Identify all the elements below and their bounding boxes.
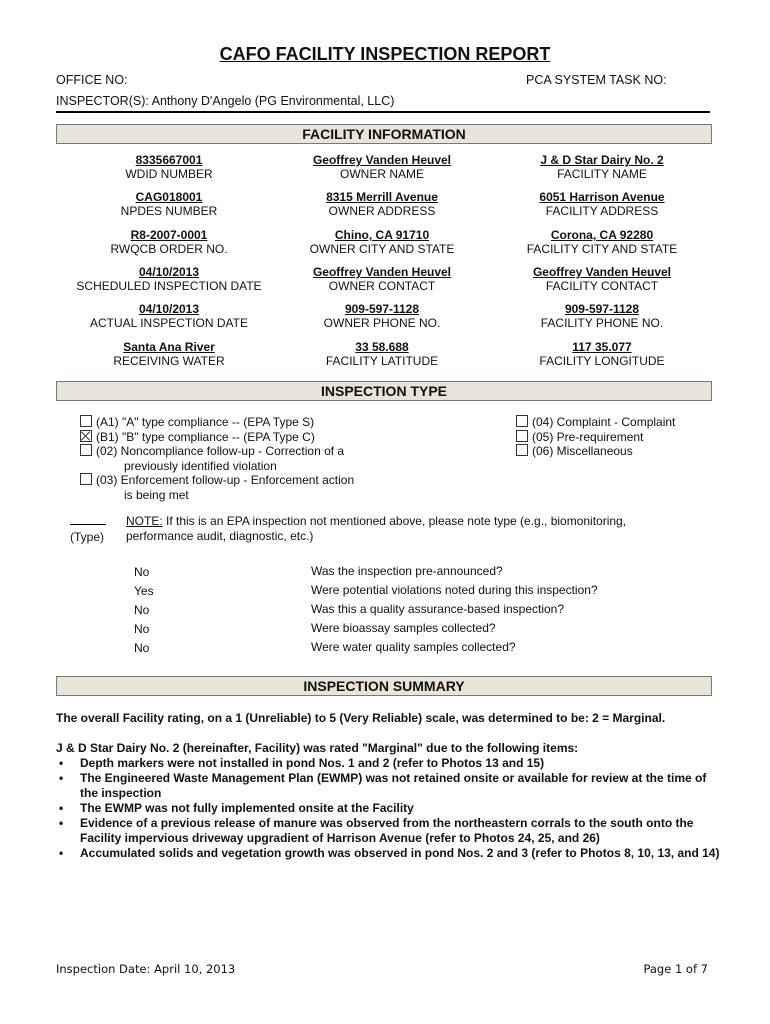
facility-field-label: OWNER CONTACT — [328, 279, 436, 293]
facility-field-label: FACILITY LONGITUDE — [539, 354, 665, 368]
facility-field — [272, 302, 492, 330]
facility-field-label: RWQCB ORDER NO. — [110, 242, 228, 256]
question-row — [134, 584, 694, 603]
inspection-type-option — [80, 444, 500, 459]
inspection-type-header: INSPECTION TYPE — [56, 381, 712, 401]
option-label-continued: is being met — [124, 487, 189, 502]
facility-field-value: 909-597-1128 — [344, 302, 420, 316]
facility-field-value: CAG018001 — [135, 190, 203, 204]
facility-information-header: FACILITY INFORMATION — [56, 124, 712, 144]
option-label: (A1) "A" type compliance -- (EPA Type S) — [96, 415, 315, 429]
facility-field — [59, 190, 279, 218]
summary-bullet-item: • Evidence of a previous release of manure was observed from the northeastern corrals to the south onto the Facility impervious driveway upgradient of Harrison Avenue (refer to Photos 24, 25, and 26) — [56, 816, 726, 846]
type-label: (Type) — [70, 530, 105, 544]
facility-field — [59, 265, 279, 293]
inspection-type-left-options — [80, 415, 500, 502]
facility-field-label: ACTUAL INSPECTION DATE — [89, 316, 249, 330]
overall-rating: The overall Facility rating, on a 1 (Unreliable) to 5 (Very Reliable) scale, was determined to be: 2 = Marginal. — [56, 711, 666, 725]
inspection-note — [126, 514, 686, 543]
facility-field-value: Geoffrey Vanden Heuvel — [312, 153, 452, 167]
checkbox[interactable] — [516, 415, 528, 427]
facility-field — [492, 302, 712, 330]
facility-field-value: Santa Ana River — [123, 340, 215, 354]
facility-field-value: Geoffrey Vanden Heuvel — [312, 265, 452, 279]
question-answer: Yes — [134, 584, 154, 598]
facility-field-value: 8315 Merrill Avenue — [326, 190, 438, 204]
question-answer: No — [134, 603, 150, 617]
summary-body — [56, 711, 726, 861]
checkbox[interactable] — [80, 415, 92, 427]
facility-field — [492, 190, 712, 218]
inspection-type-option — [80, 473, 500, 488]
note-line-1: If this is an EPA inspection not mentioned above, please note type (e.g., biomonitoring, — [162, 514, 627, 528]
inspectors-line: INSPECTOR(S): Anthony D'Angelo (PG Environmental, LLC) — [56, 94, 395, 108]
option-label: (06) Miscellaneous — [532, 444, 633, 458]
inspection-questions — [134, 565, 694, 660]
facility-field — [59, 228, 279, 256]
rating-intro: J & D Star Dairy No. 2 (hereinafter, Facility) was rated "Marginal" due to the following items: — [56, 741, 579, 755]
summary-bullet-item: • Depth markers were not installed in pond Nos. 1 and 2 (refer to Photos 13 and 15) — [56, 756, 726, 771]
question-row — [134, 565, 694, 584]
facility-field-label: FACILITY PHONE NO. — [540, 316, 664, 330]
facility-field — [59, 153, 279, 181]
facility-field — [272, 190, 492, 218]
facility-field-value: Chino, CA 91710 — [334, 228, 430, 242]
facility-field-value: Corona, CA 92280 — [550, 228, 654, 242]
office-no-label: OFFICE NO: — [56, 73, 128, 87]
note-line-2: performance audit, diagnostic, etc.) — [126, 528, 314, 543]
facility-field — [492, 340, 712, 368]
question-text: Were bioassay samples collected? — [311, 621, 496, 635]
facility-field — [492, 265, 712, 293]
footer-inspection-date: Inspection Date: April 10, 2013 — [56, 962, 236, 976]
facility-field-label: RECEIVING WATER — [113, 354, 225, 368]
inspection-type-option — [516, 415, 716, 430]
summary-bullet-item: • Accumulated solids and vegetation growth was observed in pond Nos. 2 and 3 (refer to Photos 8, 10, 13, and 14) — [56, 846, 726, 861]
facility-field-value: 04/10/2013 — [138, 265, 200, 279]
facility-field-value: 909-597-1128 — [564, 302, 640, 316]
facility-field-value: R8-2007-0001 — [130, 228, 208, 242]
option-label-continued: previously identified violation — [124, 458, 277, 473]
summary-items — [56, 756, 726, 861]
facility-field-label: OWNER CITY AND STATE — [309, 242, 455, 256]
inspection-type-option — [516, 430, 716, 445]
facility-field-value: 6051 Harrison Avenue — [539, 190, 665, 204]
type-blank-line — [70, 524, 106, 525]
facility-field-value: 117 35.077 — [572, 340, 632, 354]
facility-field — [59, 302, 279, 330]
question-text: Were potential violations noted during this inspection? — [311, 583, 598, 597]
report-title: CAFO FACILITY INSPECTION REPORT — [219, 44, 551, 64]
question-row — [134, 641, 694, 660]
option-label: (03) Enforcement follow-up - Enforcement action — [96, 473, 355, 487]
facility-field-label: FACILITY CONTACT — [545, 279, 659, 293]
facility-field-value: Geoffrey Vanden Heuvel — [532, 265, 672, 279]
facility-field — [272, 265, 492, 293]
note-prefix: NOTE: — [126, 514, 163, 528]
facility-field-label: OWNER NAME — [340, 167, 424, 181]
inspection-type-right-options — [516, 415, 716, 459]
facility-field-label: FACILITY NAME — [557, 167, 647, 181]
pca-task-no-label: PCA SYSTEM TASK NO: — [526, 73, 667, 87]
question-text: Was this a quality assurance-based inspection? — [311, 602, 565, 616]
facility-field-label: FACILITY CITY AND STATE — [526, 242, 678, 256]
option-label: (02) Noncompliance follow-up - Correction of a — [96, 444, 345, 458]
facility-field-value: 04/10/2013 — [138, 302, 200, 316]
facility-field — [272, 340, 492, 368]
checkbox[interactable] — [516, 444, 528, 456]
checked-checkbox[interactable] — [80, 430, 92, 442]
question-answer: No — [134, 641, 150, 655]
inspection-type-option — [80, 430, 500, 445]
question-text: Were water quality samples collected? — [311, 640, 516, 654]
summary-bullet-item: • The EWMP was not fully implemented onsite at the Facility — [56, 801, 726, 816]
facility-field-label: SCHEDULED INSPECTION DATE — [76, 279, 262, 293]
inspection-type-option — [516, 444, 716, 459]
option-label: (B1) "B" type compliance -- (EPA Type C) — [96, 429, 315, 444]
facility-field-value: 8335667001 — [135, 153, 203, 167]
facility-field-label: FACILITY ADDRESS — [545, 204, 659, 218]
checkbox[interactable] — [80, 444, 92, 456]
facility-field — [272, 153, 492, 181]
question-row — [134, 603, 694, 622]
facility-field — [272, 228, 492, 256]
facility-field-label: NPDES NUMBER — [120, 204, 218, 218]
facility-field — [492, 153, 712, 181]
option-label: (04) Complaint - Complaint — [532, 415, 676, 429]
summary-bullet-item: • The Engineered Waste Management Plan (EWMP) was not retained onsite or available for review at the time of the inspection — [56, 771, 726, 801]
facility-field-label: OWNER ADDRESS — [328, 204, 436, 218]
question-answer: No — [134, 622, 150, 636]
facility-field-value: J & D Star Dairy No. 2 — [540, 153, 664, 167]
checkbox[interactable] — [80, 473, 92, 485]
question-text: Was the inspection pre-announced? — [311, 564, 503, 578]
option-label: (05) Pre-requirement — [532, 429, 644, 444]
question-answer: No — [134, 565, 150, 579]
inspection-summary-header: INSPECTION SUMMARY — [56, 676, 712, 696]
facility-field-label: WDID NUMBER — [125, 167, 213, 181]
facility-field — [492, 228, 712, 256]
footer-page-number: Page 1 of 7 — [643, 962, 708, 976]
facility-field-label: FACILITY LATITUDE — [325, 354, 439, 368]
header-divider — [56, 111, 710, 113]
question-row — [134, 622, 694, 641]
inspection-type-option — [80, 415, 500, 430]
facility-field-value: 33 58.688 — [355, 340, 409, 354]
facility-field — [59, 340, 279, 368]
facility-field-label: OWNER PHONE NO. — [323, 316, 441, 330]
checkbox[interactable] — [516, 430, 528, 442]
